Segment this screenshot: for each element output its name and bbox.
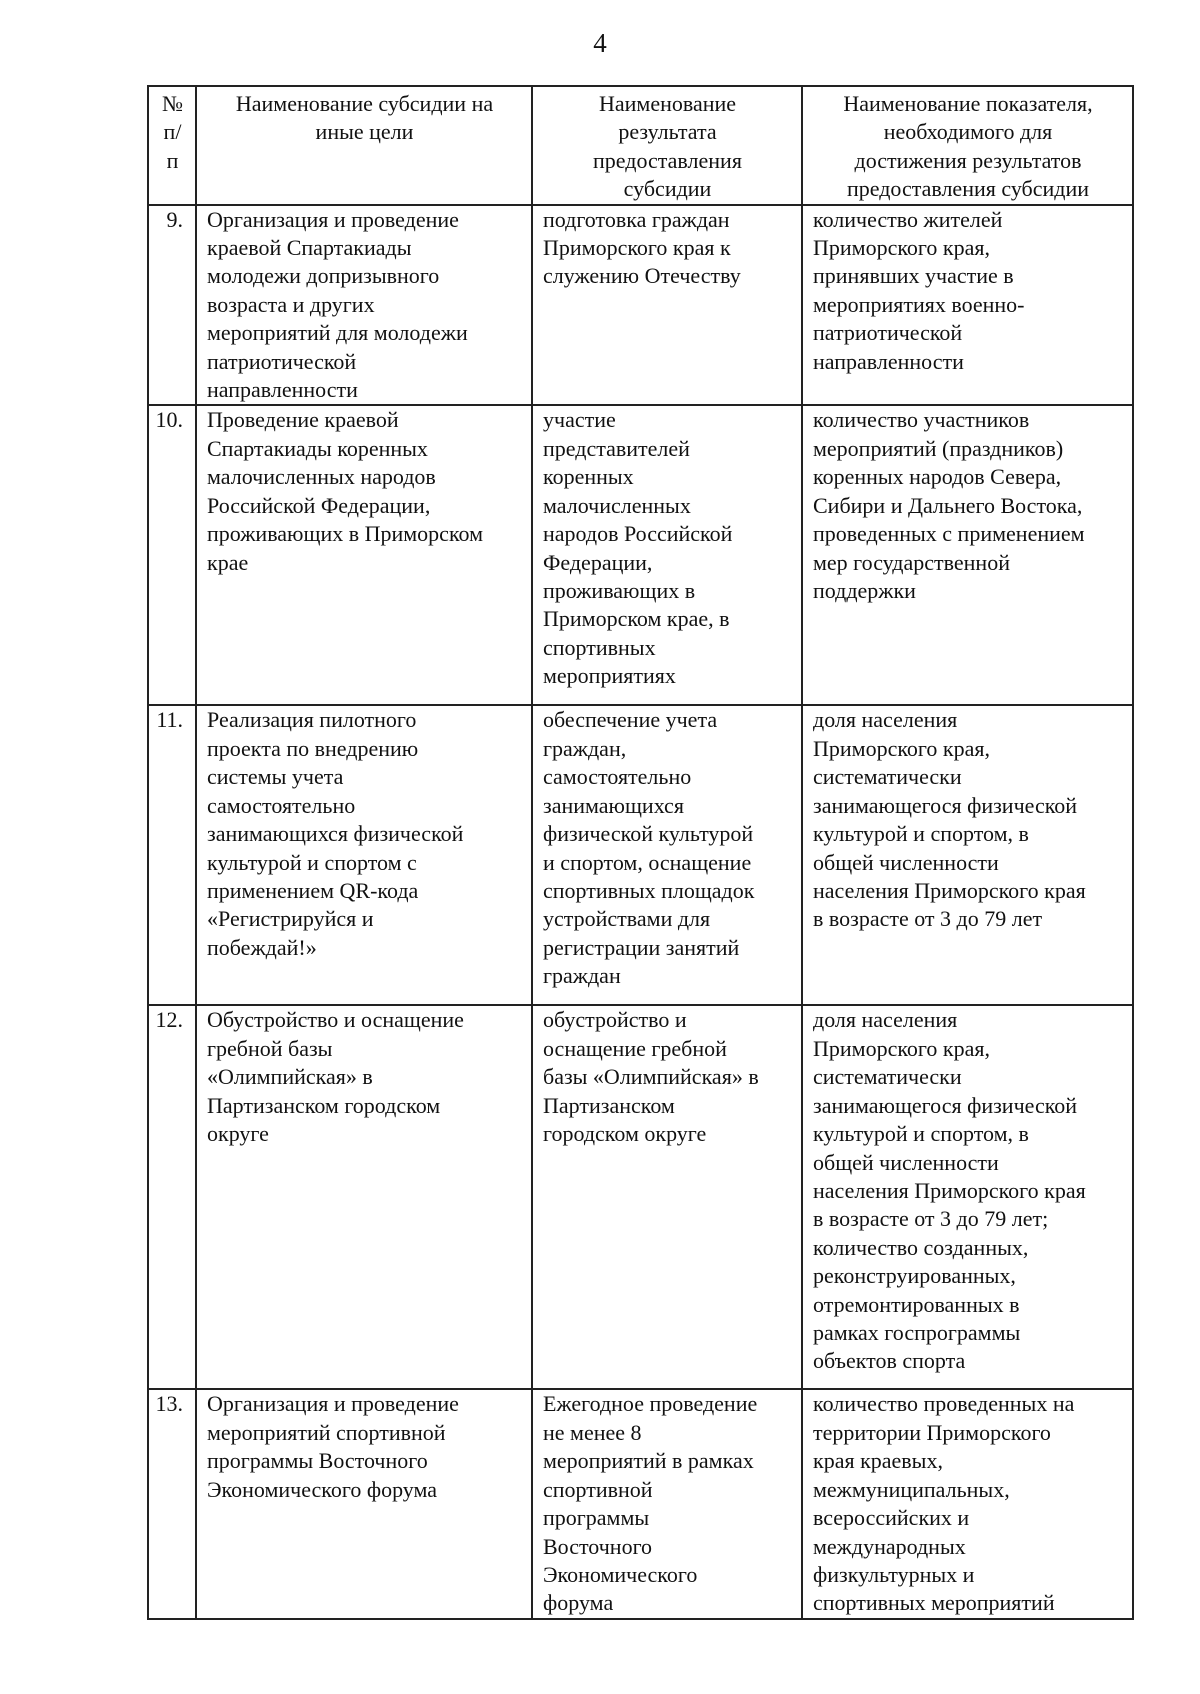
row-number: 11.: [148, 705, 196, 1005]
table-row: [148, 405, 1133, 705]
result-cell: обеспечение учета граждан, самостоятельно занимающихся физической культурой и спортом, оснащение спортивных площадок устройствами для регистрации занятий граждан: [532, 705, 802, 1005]
indicator-cell: доля населения Приморского края, систематически занимающегося физической культурой и спортом, в общей численности населения Приморского края в возрасте от 3 до 79 лет; количество созданных, реконструированных, отремонтированных в рамках госпрограммы объектов спорта: [802, 1005, 1133, 1389]
subsidy-name-cell: Реализация пилотного проекта по внедрению системы учета самостоятельно занимающихся физической культурой и спортом с применением QR-кода «Регистрируйся и побеждай!»: [196, 705, 532, 1005]
subsidy-name-cell: Организация и проведение краевой Спартакиады молодежи допризывного возраста и других мероприятий для молодежи патриотической направленности: [196, 205, 532, 406]
row-number: 12.: [148, 1005, 196, 1389]
row-number: 13.: [148, 1389, 196, 1618]
header-number: № п/ п: [148, 86, 196, 205]
table-row: [148, 705, 1133, 1005]
table-row: [148, 1389, 1133, 1618]
indicator-cell: количество участников мероприятий (праздников) коренных народов Севера, Сибири и Дальнего Востока, проведенных с применением мер государственной поддержки: [802, 405, 1133, 705]
indicator-cell: доля населения Приморского края, систематически занимающегося физической культурой и спортом, в общей численности населения Приморского края в возрасте от 3 до 79 лет: [802, 705, 1133, 1005]
indicator-cell: количество проведенных на территории Приморского края краевых, межмуниципальных, всероссийских и международных физкультурных и спортивных мероприятий: [802, 1389, 1133, 1618]
table-row: [148, 1005, 1133, 1389]
subsidy-name-cell: Проведение краевой Спартакиады коренных малочисленных народов Российской Федерации, проживающих в Приморском крае: [196, 405, 532, 705]
table-row: [148, 205, 1133, 406]
indicator-cell: количество жителей Приморского края, принявших участие в мероприятиях военно- патриотической направленности: [802, 205, 1133, 406]
table-header-row: [148, 86, 1133, 205]
result-cell: участие представителей коренных малочисленных народов Российской Федерации, проживающих в Приморском крае, в спортивных мероприятиях: [532, 405, 802, 705]
row-number: 10.: [148, 405, 196, 705]
page-number: 4: [593, 28, 607, 58]
header-indicator-name: Наименование показателя, необходимого для достижения результатов предоставления субсидии: [802, 86, 1133, 205]
subsidy-name-cell: Обустройство и оснащение гребной базы «Олимпийская» в Партизанском городском округе: [196, 1005, 532, 1389]
result-cell: обустройство и оснащение гребной базы «Олимпийская» в Партизанском городском округе: [532, 1005, 802, 1389]
subsidy-name-cell: Организация и проведение мероприятий спортивной программы Восточного Экономического форума: [196, 1389, 532, 1618]
header-result-name: Наименование результата предоставления субсидии: [532, 86, 802, 205]
result-cell: Ежегодное проведение не менее 8 мероприятий в рамках спортивной программы Восточного Экономического форума: [532, 1389, 802, 1618]
result-cell: подготовка граждан Приморского края к служению Отечеству: [532, 205, 802, 406]
row-number: 9.: [148, 205, 196, 406]
subsidy-table: [147, 85, 1134, 1620]
header-subsidy-name: Наименование субсидии на иные цели: [196, 86, 532, 205]
